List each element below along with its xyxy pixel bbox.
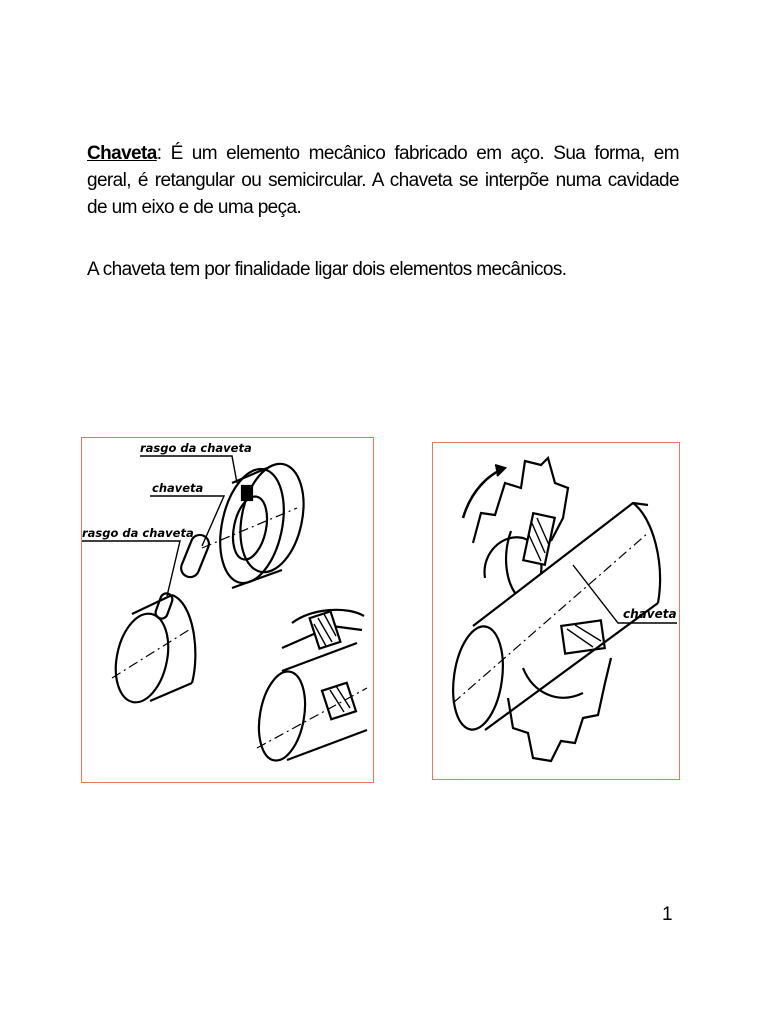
label-key: chaveta (152, 481, 204, 495)
page-number: 1 (662, 904, 673, 925)
intro-paragraph (87, 140, 679, 221)
intro-paragraph-text: : É um elemento mecânico fabricado em aço. Sua forma, em geral, é retangular ou semicircular. A chaveta se interpõe numa cavidade de um eixo e de uma peça. (87, 143, 679, 218)
hub-drawing (202, 458, 313, 589)
assembled-drawing (253, 610, 367, 764)
leader-line-keyway-left (82, 541, 180, 596)
shaft-drawing (108, 592, 195, 707)
label-keyway-left: rasgo da chaveta (82, 526, 194, 540)
leader-line-keyway-top (140, 456, 237, 483)
label-key: chaveta (623, 607, 677, 621)
rotation-arrow-head (495, 465, 505, 476)
figure-gear-shaft-key (432, 442, 680, 780)
exploded-assembly-drawing (82, 438, 372, 781)
term-chaveta: Chaveta (87, 143, 157, 164)
purpose-paragraph: A chaveta tem por finalidade ligar dois elementos mecânicos. (87, 259, 567, 280)
label-keyway-top: rasgo da chaveta (140, 441, 252, 455)
figure-exploded-key-assembly (81, 437, 374, 783)
gear-shaft-drawing (433, 443, 678, 778)
